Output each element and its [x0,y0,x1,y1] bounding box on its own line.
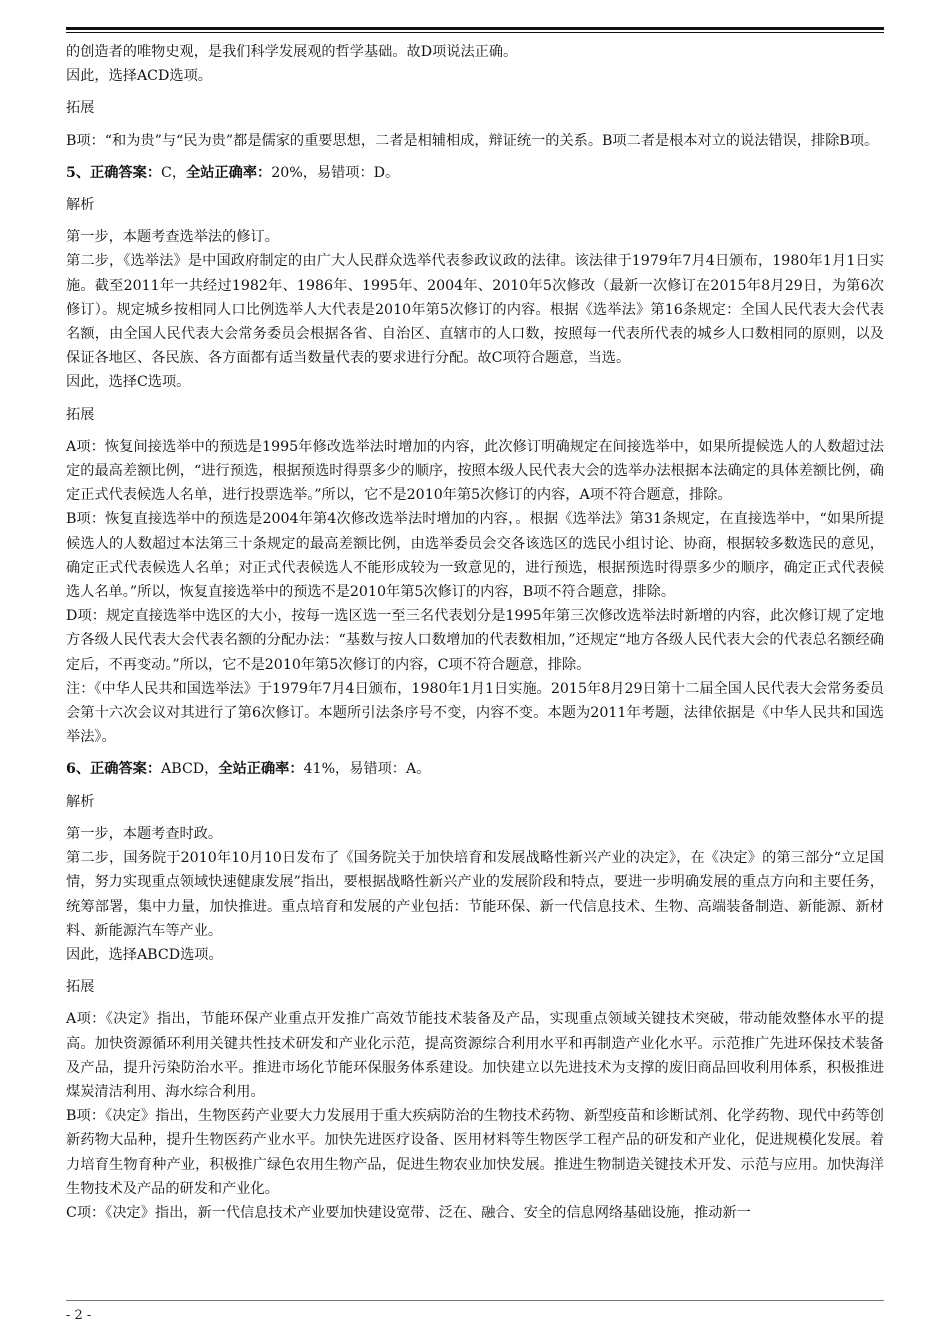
answer-value: C， [161,164,187,181]
document-body [66,40,884,1225]
section-heading-extension: 拓展 [66,406,95,423]
rate-value: 20%，易错项：D。 [271,164,400,181]
section-heading-analysis: 解析 [66,197,95,214]
paragraph: B项：《决定》指出，生物医药产业要大力发展用于重大疾病防治的生物技术药物、新型疫苗和诊断试剂、化学药物、现代中药等创新药物大品种，提升生物医药产业水平。加快先进医疗设备、医用材料等生物医学工程产品的研发和产业化，促进规模化发展。着力培育生物育种产业，积极推广绿色农用生物产品，促进生物农业加快发展。推进生物制造关键技术开发、示范与应用。加快海洋生物技术及产品的研发和产业化。 [66,1108,884,1197]
rate-label: 全站正确率： [218,761,304,778]
footer-rule [66,1300,884,1301]
paragraph: 因此，选择C选项。 [66,374,191,391]
rate-value: 41%，易错项：A。 [303,761,431,778]
section-heading-extension: 拓展 [66,100,95,117]
page-number: - 2 - [66,1308,92,1323]
section-heading-analysis: 解析 [66,793,95,810]
paragraph: 第一步，本题考查选举法的修订。 [66,229,279,246]
paragraph: D项：规定直接选举中选区的大小，按每一选区选一至三名代表划分是1995年第三次修改选举法时新增的内容，此次修订规了定地方各级人民代表大会代表名额的分配办法：“基数与按人口数增加的代表数相加，”还规定“地方各级人民代表大会的代表总名额经确定后，不再变动。”所以，它不是2010年第5次修订的内容，C项不符合题意，排除。 [66,608,884,673]
paragraph: B项：“和为贵”与“民为贵”都是儒家的重要思想，二者是相辅相成，辩证统一的关系。B项二者是根本对立的说法错误，排除B项。 [66,132,879,149]
rate-label: 全站正确率： [186,164,272,181]
paragraph: 第二步，国务院于2010年10月10日发布了《国务院关于加快培育和发展战略性新兴产业的决定》，在《决定》的第三部分“立足国情，努力实现重点领域快速健康发展”指出，要根据战略性新兴产业的发展阶段和特点，要进一步明确发展的重点方向和主要任务，统筹部署，集中力量，加快推进。重点培育和发展的产业包括：节能环保、新一代信息技术、生物、高端装备制造、新能源、新材料、新能源汽车等产业。 [66,850,884,939]
paragraph: 第二步，《选举法》是中国政府制定的由广大人民群众选举代表参政议政的法律。该法律于1979年7月4日颁布，1980年1月1日实施。截至2011年一共经过1982年、1986年、1995年、2004年、2010年5次修改（最新一次修订在2015年8月29日，为第6次修订）。规定城乡按相同人口比例选举人大代表是2010年第5次修订的内容。根据《选举法》第16条规定：全国人民代表大会代表名额，由全国人民代表大会常务委员会根据各省、自治区、直辖市的人口数，按照每一代表所代表的城乡人口数相同的原则，以及保证各地区、各民族、各方面都有适当数量代表的要求进行分配。故C项符合题意，当选。 [66,253,884,367]
paragraph: 注：《中华人民共和国选举法》于1979年7月4日颁布，1980年1月1日实施。2015年8月29日第十二届全国人民代表大会常务委员会第十六次会议对其进行了第6次修订。本题所引法条序号不变，内容不变。本题为2011年考题，法律依据是《中华人民共和国选举法》。 [66,680,884,746]
section-heading-extension: 拓展 [66,979,95,996]
question-number: 5、 [66,164,91,181]
paragraph: 的创造者的唯物史观，是我们科学发展观的哲学基础。故D项说法正确。 [66,44,518,60]
paragraph: 因此，选择ABCD选项。 [66,946,223,963]
paragraph: 因此，选择ACD选项。 [66,68,212,85]
answer-label: 正确答案： [90,761,162,778]
question-number: 6、 [66,761,91,778]
paragraph: A项：《决定》指出，节能环保产业重点开发推广高效节能技术装备及产品，实现重点领域关键技术突破，带动能效整体水平的提高。加快资源循环利用关键共性技术研发和产业化示范，提高资源综合利用水平和再制造产业化水平。示范推广先进环保技术装备及产品，提升污染防治水平。推进市场化节能环保服务体系建设。加快建立以先进技术为支撑的废旧商品回收利用体系，积极推进煤炭清洁利用、海水综合利用。 [66,1011,884,1100]
answer-value: ABCD， [161,761,219,778]
answer-summary [66,757,884,781]
paragraph: 第一步，本题考查时政。 [66,825,223,842]
paragraph: A项：恢复间接选举中的预选是1995年修改选举法时增加的内容，此次修订明确规定在间接选举中，如果所提候选人的人数超过法定的最高差额比例，“进行预选，根据预选时得票多少的顺序，按照本级人民代表大会的选举办法根据本法确定的具体差额比例，确定正式代表候选人名单，进行投票选举。”所以，它不是2010年第5次修订的内容，A项不符合题意，排除。 [66,438,884,504]
paragraph: B项：恢复直接选举中的预选是2004年第4次修改选举法时增加的内容，。根据《选举法》第31条规定，在直接选举中，“如果所提候选人的人数超过本法第三十条规定的最高差额比例，由选举委员会交各该选区的选民小组讨论、协商，根据较多数选民的意见，确定正式代表候选人名单；对正式代表候选人不能形成较为一致意见的，进行预选，根据预选时得票多少的顺序，确定正式代表候选人名单。”所以，恢复直接选举中的预选不是2010年第5次修订的内容，B项不符合题意，排除。 [66,511,884,601]
answer-label: 正确答案： [90,164,162,181]
answer-summary [66,161,884,185]
header-rule-thin [66,32,884,33]
header-rule [66,27,884,30]
paragraph: C项：《决定》指出，新一代信息技术产业要加快建设宽带、泛在、融合、安全的信息网络基础设施，推动新一 [66,1204,751,1221]
